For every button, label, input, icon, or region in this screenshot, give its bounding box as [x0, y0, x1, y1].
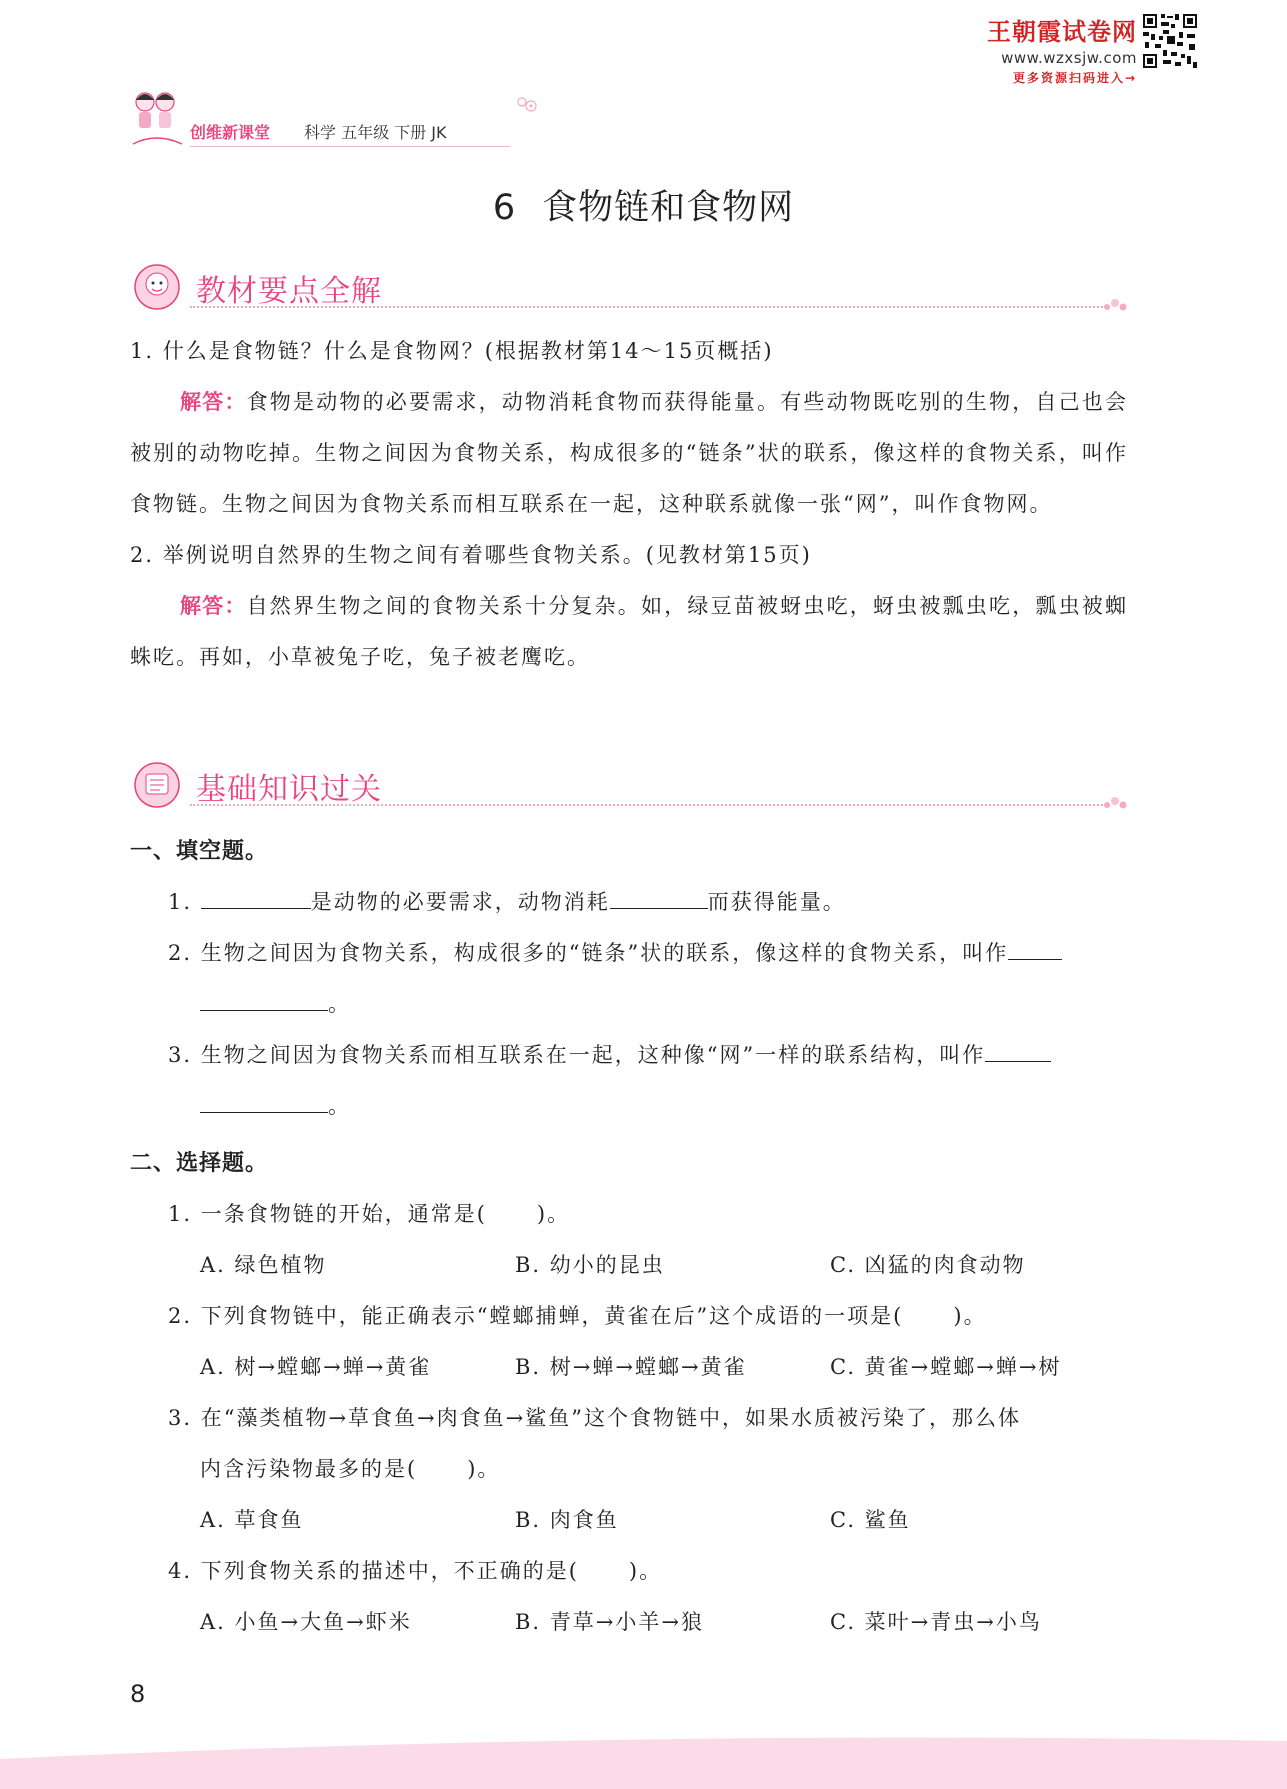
page-header: [128, 88, 498, 148]
fill-item-1: 1. 是动物的必要需求，动物消耗 而获得能量。: [130, 877, 1128, 928]
section-head-key-points: [130, 262, 1128, 312]
option-c[interactable]: C. 凶猛的肉食动物: [830, 1253, 1026, 1277]
option-b[interactable]: B. 青草→小羊→狼: [515, 1610, 704, 1634]
fill-in-heading: 一、填空题。: [130, 839, 269, 864]
section-head-basic-knowledge: [130, 760, 1128, 810]
answer-blank[interactable]: [200, 1084, 328, 1113]
answer-1: [130, 377, 1128, 530]
answer-blank[interactable]: [985, 1033, 1051, 1062]
lesson-title-text: 食物链和食物网: [542, 188, 795, 228]
mascot-badge-icon: [130, 262, 188, 312]
watermark-url[interactable]: www.wzxsjw.com: [1001, 49, 1137, 67]
choice-q3-options: [130, 1495, 1128, 1546]
option-a[interactable]: A. 树→螳螂→蝉→黄雀: [200, 1355, 432, 1379]
choice-q1: 1. 一条食物链的开始，通常是( )。: [168, 1202, 571, 1226]
flower-decoration-icon: [514, 94, 540, 114]
option-c[interactable]: C. 菜叶→青虫→小鸟: [830, 1610, 1042, 1634]
mascot-badge-icon: [130, 760, 188, 810]
section-title: 基础知识过关: [196, 772, 382, 807]
option-b[interactable]: B. 幼小的昆虫: [515, 1253, 665, 1277]
fill-item-3: 3. 生物之间因为食物关系而相互联系在一起，这种像“网”一样的联系结构，叫作: [130, 1030, 1128, 1081]
course-info: 科学 五年级 下册 JK: [304, 123, 447, 142]
key-points-content: [130, 326, 1128, 683]
lesson-title: [0, 180, 1287, 230]
choice-q3-cont: 内含污染物最多的是( )。: [200, 1457, 501, 1481]
dotted-divider: [190, 804, 1110, 806]
answer-1-text: 食物是动物的必要需求，动物消耗食物而获得能量。有些动物既吃别的生物，自己也会被别的动物吃掉。生物之间因为食物关系，构成很多的“链条”状的联系，像这样的食物关系，叫作食物链。生物之间因为食物关系而相互联系在一起，这种联系就像一张“网”，叫作食物网。: [130, 390, 1129, 516]
question-2: 2. 举例说明自然界的生物之间有着哪些食物关系。(见教材第15页): [130, 543, 812, 567]
answer-blank[interactable]: [201, 880, 311, 909]
answer-label: 解答：: [180, 390, 247, 414]
answer-2: [130, 581, 1128, 683]
answer-blank[interactable]: [200, 982, 328, 1011]
dotted-divider: [190, 306, 1110, 308]
brand-name: 创维新课堂: [190, 123, 271, 142]
fill-item-2: 2. 生物之间因为食物关系，构成很多的“链条”状的联系，像这样的食物关系，叫作: [130, 928, 1128, 979]
kids-mascot-icon: [128, 88, 186, 148]
option-c[interactable]: C. 鲨鱼: [830, 1508, 911, 1532]
answer-blank[interactable]: [610, 880, 708, 909]
choice-q1-options: [130, 1240, 1128, 1291]
qr-code-icon[interactable]: [1141, 12, 1199, 70]
basic-knowledge-content: [130, 826, 1128, 1648]
option-a[interactable]: A. 小鱼→大鱼→虾米: [200, 1610, 412, 1634]
answer-2-text: 自然界生物之间的食物关系十分复杂。如，绿豆苗被蚜虫吃，蚜虫被瓢虫吃，瓢虫被蜘蛛吃。再如，小草被兔子吃，兔子被老鹰吃。: [130, 594, 1129, 669]
watermark-title: 王朝霞试卷网: [987, 18, 1137, 46]
lesson-number: 6: [492, 188, 517, 228]
option-c[interactable]: C. 黄雀→螳螂→蝉→树: [830, 1355, 1062, 1379]
fill-item-3-cont: 。: [130, 1081, 1128, 1132]
option-a[interactable]: A. 绿色植物: [200, 1253, 327, 1277]
option-b[interactable]: B. 肉食鱼: [515, 1508, 619, 1532]
dots-decoration-icon: [1102, 296, 1128, 314]
bottom-decoration-band: [0, 1719, 1287, 1789]
watermark-subtitle: 更多资源扫码进入→: [1012, 71, 1137, 85]
choice-q2-options: [130, 1342, 1128, 1393]
watermark: [987, 12, 1137, 86]
dots-decoration-icon: [1102, 794, 1128, 812]
header-divider: [190, 146, 510, 147]
section-title: 教材要点全解: [196, 274, 382, 309]
choice-q4: 4. 下列食物关系的描述中，不正确的是( )。: [168, 1559, 663, 1583]
answer-blank[interactable]: [1008, 931, 1062, 960]
answer-label: 解答：: [180, 594, 247, 618]
choice-q3: 3. 在“藻类植物→草食鱼→肉食鱼→鲨鱼”这个食物链中，如果水质被污染了，那么体: [168, 1406, 1021, 1430]
choice-q2: 2. 下列食物链中，能正确表示“螳螂捕蝉，黄雀在后”这个成语的一项是( )。: [168, 1304, 987, 1328]
question-1: 1. 什么是食物链？什么是食物网？(根据教材第14～15页概括): [130, 339, 774, 363]
option-b[interactable]: B. 树→蝉→螳螂→黄雀: [515, 1355, 747, 1379]
option-a[interactable]: A. 草食鱼: [200, 1508, 304, 1532]
choice-heading: 二、选择题。: [130, 1151, 269, 1176]
page-number: 8: [130, 1680, 146, 1708]
choice-q4-options: [130, 1597, 1128, 1648]
fill-item-2-cont: 。: [130, 979, 1128, 1030]
